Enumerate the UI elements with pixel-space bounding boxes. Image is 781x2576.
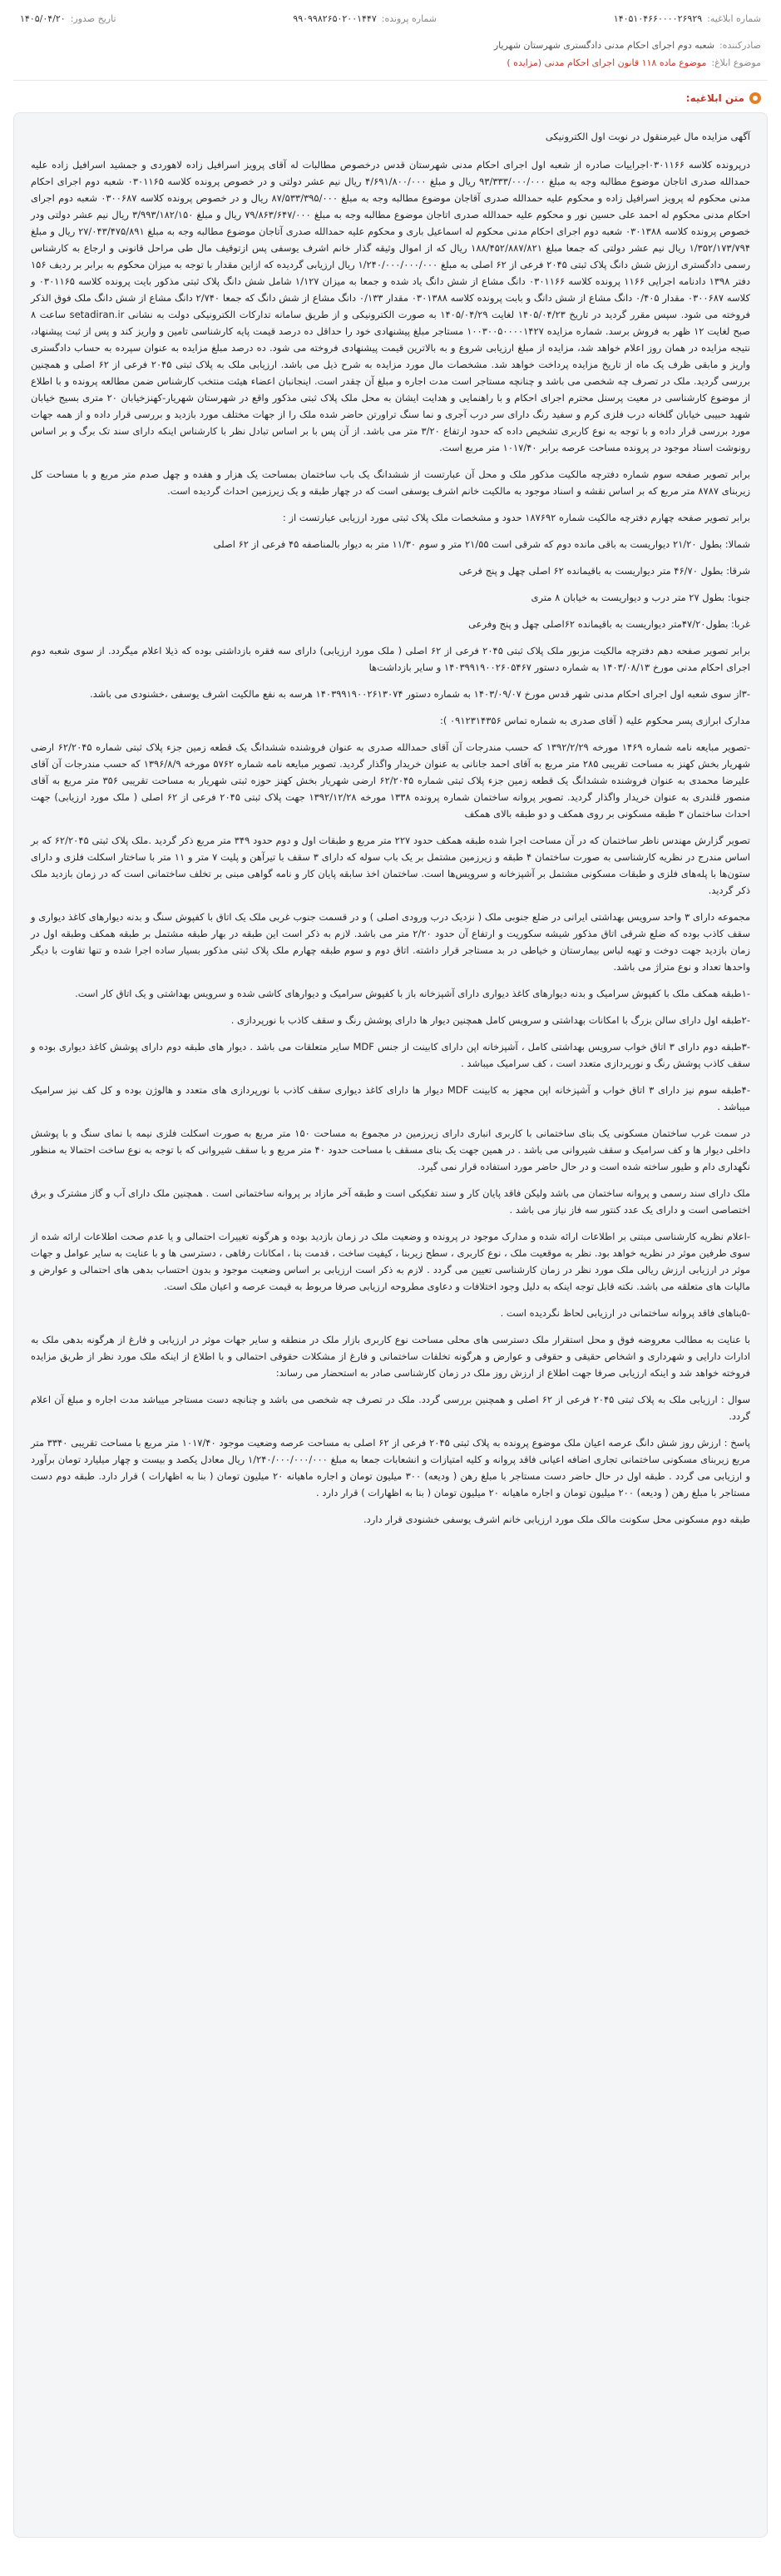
- notice-paragraph: طبقه دوم مسکونی محل سکونت مالک ملک مورد ارزیابی خانم اشرف یوسفی خشنودی قرار دارد.: [363, 1513, 750, 1525]
- notice-paragraph: با عنایت به مطالب معروضه فوق و محل استقرار ملک دسترسی های محلی مساحت نوع کاربری بازار ملک در منطقه و سایر جهات موثر در ارزیابی و فارغ از هرگونه بدهی ملک به ادارات دارایی و شهرداری و اشخاص حقیقی و حقوقی و عوارض و هرگونه تخلفات ساختمانی و فارغ از مشکلات حقوقی احتمالی و با اطلاع از اینکه ملک مورد نظر از طریق مزایده فروخته خواهد شد و اینکه ارزیابی صرفا جهت اطلاع از ارزش روز ملک در زمان کارشناسی صادر به استحضار می رساند:: [31, 1334, 750, 1379]
- notice-text-card: [13, 112, 768, 2538]
- notice-paragraph: -۵بناهای فاقد پروانه ساختمانی در ارزیابی لحاظ نگردیده است .: [500, 1307, 750, 1319]
- notice-paragraph: در سمت غرب ساختمان مسکونی یک بنای ساختمانی با کاربری انباری دارای زیرزمین در مجموع به مساحت ۱۵۰ متر مربع به صورت اسکلت فلزی نیمه با نمای سنگ و با پوشش داخلی دیوار ها و کف سرامیک و سقف شیروانی می باشد . در همین جهت یک بنای مسقف با مساحت حدود ۴۰ متر مربع و با سقف شیروانی که با توجه به نوع ساخت احتمالا به منظور نگهداری دام و طیور ساخته شده است و در حال حاضر مورد استفاده قرار نمی گیرد.: [31, 1127, 750, 1172]
- case-number: شماره پرونده: ۹۹۰۹۹۸۲۶۵۰۲۰۰۱۴۴۷: [293, 12, 437, 24]
- notice-paragraph: برابر تصویر صفحه دهم دفترچه مالکیت مزبور ملک پلاک ثبتی ۲۰۴۵ فرعی از ۶۲ اصلی ( ملک مورد ارزیابی) دارای سه فقره بازداشتی بوده که ذیلا اعلام میگردد. از سوی شعبه دوم اجرای احکام مدنی مورخ ۱۴۰۳/۰۸/۱۳ به شماره دستور ۱۴۰۳۹۹۱۹۰۰۲۶۰۵۴۶۷ و سایر بازداشت‌ها: [31, 645, 750, 673]
- header-divider: [13, 80, 768, 81]
- issue-date: تاریخ صدور: ۱۴۰۵/۰۴/۲۰: [20, 12, 116, 24]
- subject-line: موضوع ابلاغ: موضوع ماده ۱۱۸ قانون اجرای احکام مدنی (مزایده ): [507, 57, 761, 68]
- issuer-line: صادرکننده: شعبه دوم اجرای احکام مدنی دادگستری شهرستان شهریار: [493, 40, 761, 51]
- notice-paragraph: ملک دارای سند رسمی و پروانه ساختمان می باشد ولیکن فاقد پایان کار و سند تفکیکی است و طبقه آخر مازاد بر پروانه ساختمانی است . همچنین ملک دارای آب و گاز مشترک و برق اختصاصی است و دارای یک عدد کنتور سه فاز نیاز می باشد .: [31, 1187, 750, 1216]
- notice-heading-paragraph: آگهی مزایده مال غیرمنقول در نوبت اول الکترونیکی: [545, 131, 750, 142]
- notice-paragraph: -۲طبقه اول دارای سالن بزرگ با امکانات بهداشتی و سرویس کامل همچنین دیوار ها دارای پوشش رنگ و سقف کاذب با نورپردازی .: [230, 1014, 750, 1026]
- notice-paragraph: -اعلام نظریه کارشناسی مبتنی بر اطلاعات ارائه شده و مدارک موجود در پرونده و وضعیت ملک در زمان بازدید بوده و هرگونه تغییرات احتمالی و یا عدم صحت اطلاعات ارائه شده از سوی طرفین موثر در نظریه خواهد بود. نظر به موقعیت ملک ، نوع کاربری ، سطح زیربنا ، کیفیت ساخت ، قدمت بنا ، امکانات رفاهی ، دسترسی ها و با عنایت به سایر عوامل و جهات موثر در ارزیابی ارزش ریالی ملک مورد نظر در زمان کارشناسی تعیین می گردد . لازم به ذکر است ارزیابی بر اساس وضعیت موجود و بدون احتساب بدهی های احتمالی و عوارض و مالیات های متعلقه می باشد. نکته قابل توجه اینکه به دلیل وجود اختلافات و دعاوی مطروحه ارزیابی صرفا مربوط به قیمت عرصه و اعیان ملک است.: [31, 1231, 750, 1292]
- notice-paragraph: -۳طبقه دوم دارای ۳ اتاق خواب سرویس بهداشتی کامل ، آشپزخانه اپن دارای کابینت از جنس MDF سایر متعلقات می باشد . دیوار های طبقه دوم دارای پوشش کاغذ دیواری بوده و سقف کاذب پوشش رنگ و نورپردازی متعدد است ، کف سرامیک میباشد .: [31, 1041, 750, 1069]
- notice-number: شماره ابلاغیه: ۱۴۰۵۱۰۴۶۶۰۰۰۰۲۶۹۲۹: [613, 12, 761, 24]
- notice-paragraph: برابر تصویر صفحه چهارم دفترچه مالکیت شماره ۱۸۷۶۹۲ حدود و مشخصات ملک پلاک ثبتی مورد ارزیابی عبارتست از :: [282, 512, 750, 523]
- notice-paragraph: مجموعه دارای ۳ واحد سرویس بهداشتی ایرانی در ضلع جنوبی ملک ( نزدیک درب ورودی اصلی ) و در قسمت جنوب غربی ملک یک اتاق با کفپوش سنگ و بدنه دیوارهای کاغذ دیواری و سقف کاذب بوده که ضلع شرقی اتاق مذکور شیشه سکوریت و ارتفاع آن حدود ۲/۲۰ متر می باشد. لازم به ذکر است این طبقه در بهار طبقه مشتمل بر طبقه همکف وطبقه اول در زمان بازدید جهت دوخت و تهیه لباس بیمارستان و خیاطی در بد مستاجر قرار داشته. اتاق دوم و سوم طبقه چهارم ملک پلاک ثبتی مذکور بسیار ساده اجرا شده و تنها تفاوت با دیگر واحدها تعداد و نوع متراژ می باشد.: [31, 911, 750, 973]
- notice-text-heading: متن ابلاغیه:: [13, 87, 768, 112]
- notice-paragraph: تصویر گزارش مهندس ناظر ساختمان که در آن مساحت اجرا شده طبقه همکف حدود ۲۲۷ متر مربع و طبقات اول و دوم حدود ۳۴۹ متر مربع ذکر گردید .ملک پلاک ثبتی ۶۲/۲۰۴۵ که بر اساس مندرج در نظریه کارشناسی به صورت ساختمان ۴ طبقه و زیرزمین مشتمل بر یک باب سوله که دارای ۳ سقف با تیرآهن و پلیت ۷ متر و ۱۱ متر با ساختار اسکلت فلزی و دارای ستون‌ها با پله‌های فلزی و طبقات مسکونی مشتمل بر آشپزخانه و سرویس‌ها است. ساختمان اخذ سابقه پایان کار و نامه گواهی مبنی بر تخلف ساختمانی است که در زمان بازدید ملک ذکر گردید.: [31, 835, 750, 896]
- notice-paragraph: شمالا: بطول ۲۱/۲۰ دیواریست به باقی مانده دوم که شرقی است ۲۱/۵۵ متر و سوم ۱۱/۳۰ متر به دیوار بالمناصفه ۴۵ فرعی از ۶۲ اصلی: [213, 538, 750, 550]
- notice-paragraph: -۱طبقه همکف ملک با کفپوش سرامیک و بدنه دیوارهای کاغذ دیواری دارای آشپزخانه باز با کفپوش سرامیک و دیوارهای کاشی شده و سرویس بهداشتی و یک اتاق کار است.: [75, 988, 750, 999]
- notice-paragraph: -۴طبقه سوم نیز دارای ۳ اتاق خواب و آشپزخانه اپن مجهز به کابینت MDF دیوار ها دارای کاغذ دیواری سقف کاذب با نورپردازی های متعدد و هالوژن بوده و کل کف نیز سرامیک میباشد .: [31, 1084, 750, 1112]
- notice-paragraph: شرقا: بطول ۴۶/۷۰ متر دیواریست به باقیمانده ۶۲ اصلی چهل و پنج فرعی: [458, 565, 750, 577]
- notice-paragraph: پاسخ : ارزش روز شش دانگ عرصه اعیان ملک موضوع پرونده به پلاک ثبتی ۲۰۴۵ فرعی از ۶۲ اصلی به مساحت عرصه وضعیت موجود ۱۰۱۷/۴۰ متر مربع با مساحت تقریبی ۳۳۴۰ متر مربع زیربنای مسکونی ساختمانی تجاری اضافه اعیانی فاقد پروانه و کلیه امتیازات و انشعابات جمعا به مبلغ ۱/۲۴۰/۰۰۰/۰۰۰/۰۰۰ ریال معادل یکصد و بیست و چهار میلیارد تومان برآورد و ارزیابی می گردد . طبقه اول در حال حاضر دست مستاجر با مبلغ رهن ( ودیعه) ۳۰۰ میلیون تومان و اجاره ماهیانه ۲۰ میلیون تومان ( بنا به اظهارات ) قرار دارد. طبقه دوم دست مستاجر با مبلغ رهن ( ودیعه) ۲۰۰ میلیون تومان و اجاره ماهیانه ۲۰ میلیون تومان ( بنا به اظهارات ) قرار دارد .: [31, 1437, 750, 1499]
- notice-paragraph: برابر تصویر صفحه سوم شماره دفترچه مالکیت مذکور ملک و محل آن عبارتست از ششدانگ یک باب ساختمان بمساحت یک هزار و هفده و چهل صدم متر مربع و با مساحت کل زیربنای ۸۷۸۷ متر مربع که بر اساس نقشه و اسناد موجود به مالکیت خانم اشرف یوسفی است که در چهار طبقه و یک زیرزمین احداث گردیده است.: [31, 468, 750, 497]
- notice-paragraph: -۳از سوی شعبه اول اجرای احکام مدنی شهر قدس مورخ ۱۴۰۳/۰۹/۰۷ به شماره دستور ۱۴۰۳۹۹۱۹۰۰۲۶۱۳۰۷۴ هرسه به نفع مالکیت اشرف یوسفی ،خشنودی می باشد.: [89, 688, 750, 700]
- notice-paragraph: غربا: بطول۴۷/۲۰متر دیواریست به باقیمانده ۶۲اصلی چهل و پنج وفرعی: [468, 618, 750, 630]
- notice-paragraph: سوال : ارزیابی ملک به پلاک ثبتی ۲۰۴۵ فرعی از ۶۲ اصلی و همچنین بررسی گردد. ملک در تصرف چه شخصی می باشد و چنانچه دست مستاجر میباشد مدت اجاره و مبلغ آن اعلام گردد.: [31, 1394, 750, 1422]
- notice-paragraph: مدارک ابرازی پسر محکوم علیه ( آقای صدری به شماره تماس ۰۹۱۲۳۱۴۳۵۶ ):: [439, 715, 750, 726]
- notice-meta-row: [13, 0, 768, 37]
- notice-paragraph: -تصویر مبایعه نامه شماره ۱۴۶۹ مورخه ۱۳۹۲/۲/۲۹ که حسب مندرجات آن آقای حمدالله صدری به عنوان فروشنده ششدانگ یک قطعه زمین جزء پلاک ثبتی شماره ۶۲/۲۰۴۵ ارضی شهریار بخش کهنز به مساحت تقریبی ۲۸۵ متر مربع به آقای احمد جانانی به عنوان خریدار واگذار گردید. تصویر مبایعه نامه شماره ۵۷۶۲ مورخه ۱۳۹۶/۸/۹ که حسب مندرجات آن آقای علیرضا محمدی به عنوان فروشنده ششدانگ یک قطعه زمین جزء پلاک ثبتی شماره ۶۲/۲۰۴۵ ارضی شهریار بخش کهنز حوزه ثبتی شهریار به مساحت تقریبی ۳۵۶ متر مربع به آقای منصور قلندری به عنوان خریدار واگذار گردید. تصویر پروانه ساختمان شماره پرونده ۱۳۳۸ مورخه ۱۳۹۲/۱۲/۲۸ جهت پلاک ثبتی ۲۰۴۵ فرعی از ۶۲ اصلی ( ملک مورد ارزیابی) جهت احداث ساختمان ۳ طبقه مسکونی بر روی همکف و دو طبقه بالای همکف: [31, 741, 750, 820]
- notice-paragraph: جنوبا: بطول ۲۷ متر درب و دیواریست به خیابان ۸ متری: [531, 592, 750, 603]
- notice-paragraph: درپرونده کلاسه ۰۳۰۱۱۶۶اجراییات صادره از شعبه اول اجرای احکام مدنی شهرستان قدس درخصوص مطالبات له آقای پرویز اسرافیل زاده لاهوردی و جمشید اسرافیل زاده علیه حمدالله صدری اتاجان موضوع مطالبه وجه به مبلغ ۹۳/۳۳۳/۰۰۰/۰۰۰ ریال و مبلغ ۴/۶۹۱/۸۰۰/۰۰۰ ریال نیم عشر دولتی و در خصوص پرونده کلاسه ۰۳۰۱۱۶۵ شعبه دوم اجرای احکام مدنی محکوم له پرویز اسرافیل زاده و محکوم علیه حمدالله صدری آقاجان موضوع مطالبه وجه به مبلغ ۸۷/۵۳۳/۳۹۵/۰۰۰ ریال و در خصوص پرونده کلاسه ۰۳۰۰۶۸۷ شعبه دوم اجرای احکام مدنی محکوم له احمد علی حسین نور و محکوم علیه حمدالله صدری اتاجان موضوع مطالبه وجه به مبلغ ۷۹/۸۶۳/۶۴۷/۰۰۰ ریال و مبلغ ۳/۹۹۳/۱۸۲/۱۵۰ ریال نیم عشر دولتی ودر خصوص پرونده کلاسه ۰۳۰۱۳۸۸ شعبه دوم اجرای احکام مدنی محکوم له اسماعیل باری و محکوم علیه حمدالله صدری آتاجان موضوع مطالبه وجه به مبلغ ۲۷/۰۴۳/۴۷۵/۸۹۱ ریال و مبلغ ۱/۳۵۲/۱۷۳/۷۹۴ ریال نیم عشر دولتی که جمعا مبلغ ۱۸۸/۴۵۲/۸۸۷/۸۲۱ ریال که از اموال وثیقه گذار خانم اشرف یوسفی پس ازتوقیف مال طی مراحل قانونی و ارجاع به کارشناس رسمی دادگستری ارزش شش دانگ پلاک ثبتی ۲۰۴۵ فرعی از ۶۲ اصلی به مبلغ ۱/۲۴۰/۰۰۰/۰۰۰/۰۰۰ ریال ارزیابی گردیده که ازاین مقدار با توجه به میزان محکوم به برابر بر ردیف ۱۵۶ دفتر ۱۳۹۸ دادنامه اجرایی ۱۱۶۶ پرونده کلاسه ۰۳۰۱۱۶۶ دانگ مشاع از شش دانگ یاد شده و جمعا به میزان ۱/۱۲۷ شامل شش دانگ پلاک ثبتی مذکور بایت پرونده کلاسه ۰۳۰۱۱۶۵ و کلاسه ۰۳۰۰۶۸۷ مقدار ۰/۴۰۵ دانگ مشاع از شش دانگ و بابت پرونده کلاسه ۰۳۰۱۳۸۸ مقدار ۰/۱۳۳ دانگ مشاع از شش دانگ که جمعا ۲/۷۴۰ دانگ مشاع از شش دانگ ملک فوق الذکر فروخته می شود. سپس مقرر گردید در تاریخ ۱۴۰۵/۰۴/۲۳ لغایت ۱۴۰۵/۰۴/۲۹ به صورت الکترونیکی و از طریق سامانه تدارکات الکترونیکی دولت به نشانی setadiran.ir ساعت ۸ صبح لغایت ۱۲ ظهر به فروش برسد. شماره مزایده ۱۰۰۳۰۰۵۰۰۰۰۱۴۲۷ مستاجر مبلغ پیشنهادی خود را حداقل ده درصد قیمت پایه کارشناسی تامین و واریز کند و پس از ثبت پیشنهاد، نتیجه مزایده در همان روز اعلام خواهد شد، مزایده از مبلغ ارزیابی شروع و به بالاترین قیمت پیشنهادی فروخته می شود. ده درصد مبلغ مزایده به عنوان سپرده به حساب دادگستری واریز و مابقی ظرف یک ماه از تاریخ مزایده پرداخت خواهد شد. مشخصات مال مورد مزایده به شرح ذیل می باشد. ارزیابی ملک به پلاک ثبتی ۲۰۴۵ فرعی از ۶۲ اصلی و همچنین بررسی گردید. ملک در تصرف چه شخصی می باشد و چنانچه مستاجر است مدت اجاره و مبلغ آن چقدر است. اینجانبان اعضاء هیئت منتخب کارشناس ضمن مطالعه پرونده و با اطلاع از موضوع کارشناسی در معیت پرسنل محترم اجرای احکام و با راهنمایی و هدایت ایشان به محل ملک پلاک ثبتی مذکور واقع در شهرستان شهریار-کهنزخیابان ۲۰ متری بسیج خیابان شهید حبیبی خیابان گلخانه درب فلزی کرم و سفید رنگ دارای سر درب آجری و نما سنگ تراورتن حاضر شده ملک را از جهات مختلف مورد بازدید و بررسی قرار داده و از همه جهات مورد بررسی قرار داده و با توجه به نوع کاربری تشخیص داده که حدود ارتفاع ۳/۲۰ متر می باشد. از آن پس با بر اساس تبادل نظر با کارشناس اینکه دارای سند تک برگ و بر اساس رونوشت اسناد موجود در پرونده مساحت عرصه برابر ۱۰۱۷/۴۰ متر مربع است.: [31, 159, 751, 453]
- bullet-dot-icon: [749, 92, 761, 104]
